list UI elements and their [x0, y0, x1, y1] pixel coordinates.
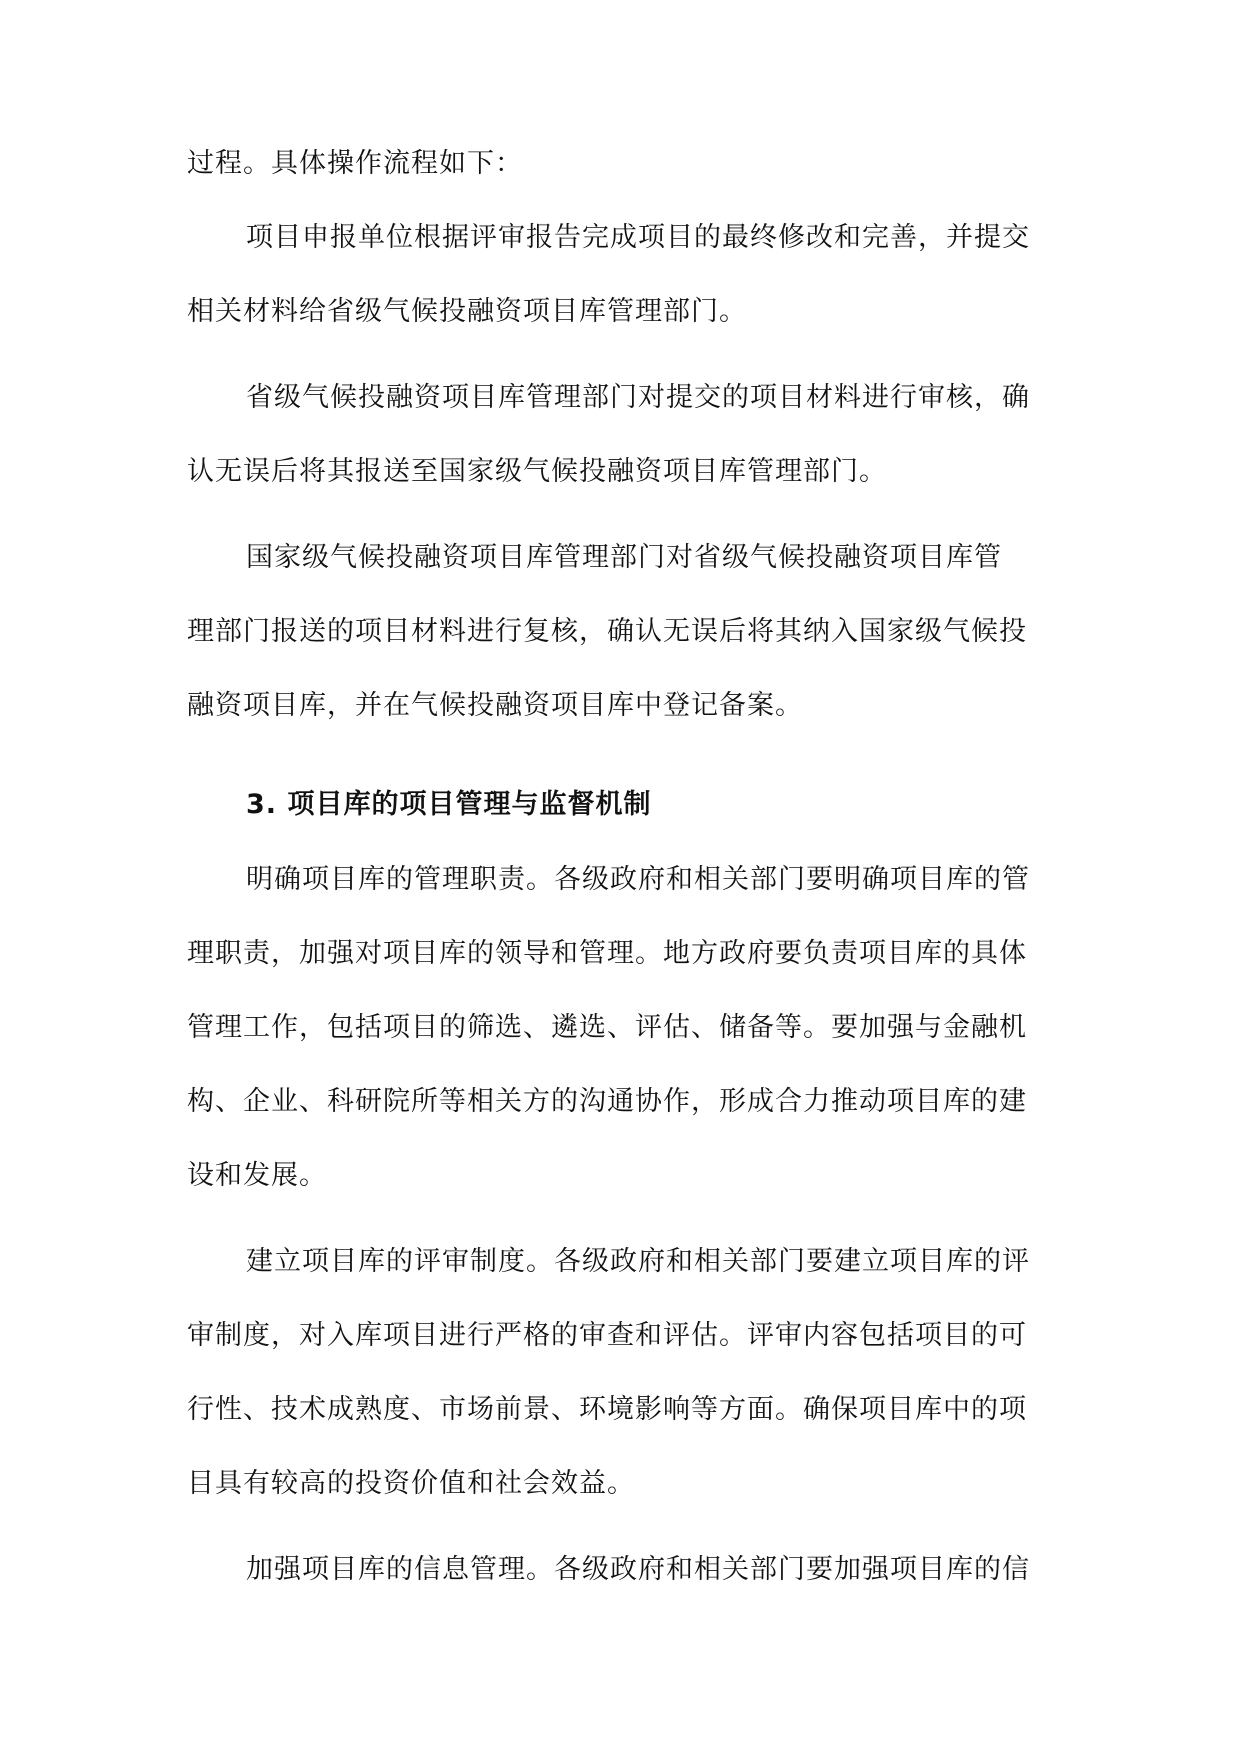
- paragraph-national-review-line-2: 理部门报送的项目材料进行复核，确认无误后将其纳入国家级气候投: [187, 616, 1027, 647]
- paragraph-provincial-review-line-2: 认无误后将其报送至国家级气候投融资项目库管理部门。: [187, 456, 887, 487]
- paragraph-management-duties-line-2: 理职责，加强对项目库的领导和管理。地方政府要负责项目库的具体: [187, 938, 1027, 969]
- paragraph-management-duties-line-4: 构、企业、科研院所等相关方的沟通协作，形成合力推动项目库的建: [187, 1086, 1027, 1117]
- paragraph-management-duties-line-5: 设和发展。: [187, 1160, 327, 1191]
- paragraph-review-system-line-4: 目具有较高的投资价值和社会效益。: [187, 1468, 635, 1499]
- paragraph-provincial-review-line-1: 省级气候投融资项目库管理部门对提交的项目材料进行审核，确: [246, 382, 1030, 413]
- paragraph-submission-line-1: 项目申报单位根据评审报告完成项目的最终修改和完善，并提交: [246, 222, 1030, 253]
- section-heading: 3. 项目库的项目管理与监督机制: [246, 789, 652, 820]
- paragraph-review-system-line-1: 建立项目库的评审制度。各级政府和相关部门要建立项目库的评: [246, 1246, 1030, 1277]
- paragraph-review-system-line-3: 行性、技术成熟度、市场前景、环境影响等方面。确保项目库中的项: [187, 1394, 1027, 1425]
- paragraph-information-management-line-1: 加强项目库的信息管理。各级政府和相关部门要加强项目库的信: [246, 1554, 1030, 1585]
- paragraph-national-review-line-3: 融资项目库，并在气候投融资项目库中登记备案。: [187, 690, 803, 721]
- paragraph-continuation-line: 过程。具体操作流程如下：: [187, 148, 523, 179]
- paragraph-submission-line-2: 相关材料给省级气候投融资项目库管理部门。: [187, 296, 747, 327]
- paragraph-management-duties-line-3: 管理工作，包括项目的筛选、遴选、评估、储备等。要加强与金融机: [187, 1012, 1027, 1043]
- paragraph-management-duties-line-1: 明确项目库的管理职责。各级政府和相关部门要明确项目库的管: [246, 864, 1030, 895]
- paragraph-review-system-line-2: 审制度，对入库项目进行严格的审查和评估。评审内容包括项目的可: [187, 1320, 1027, 1351]
- paragraph-national-review-line-1: 国家级气候投融资项目库管理部门对省级气候投融资项目库管: [246, 542, 1002, 573]
